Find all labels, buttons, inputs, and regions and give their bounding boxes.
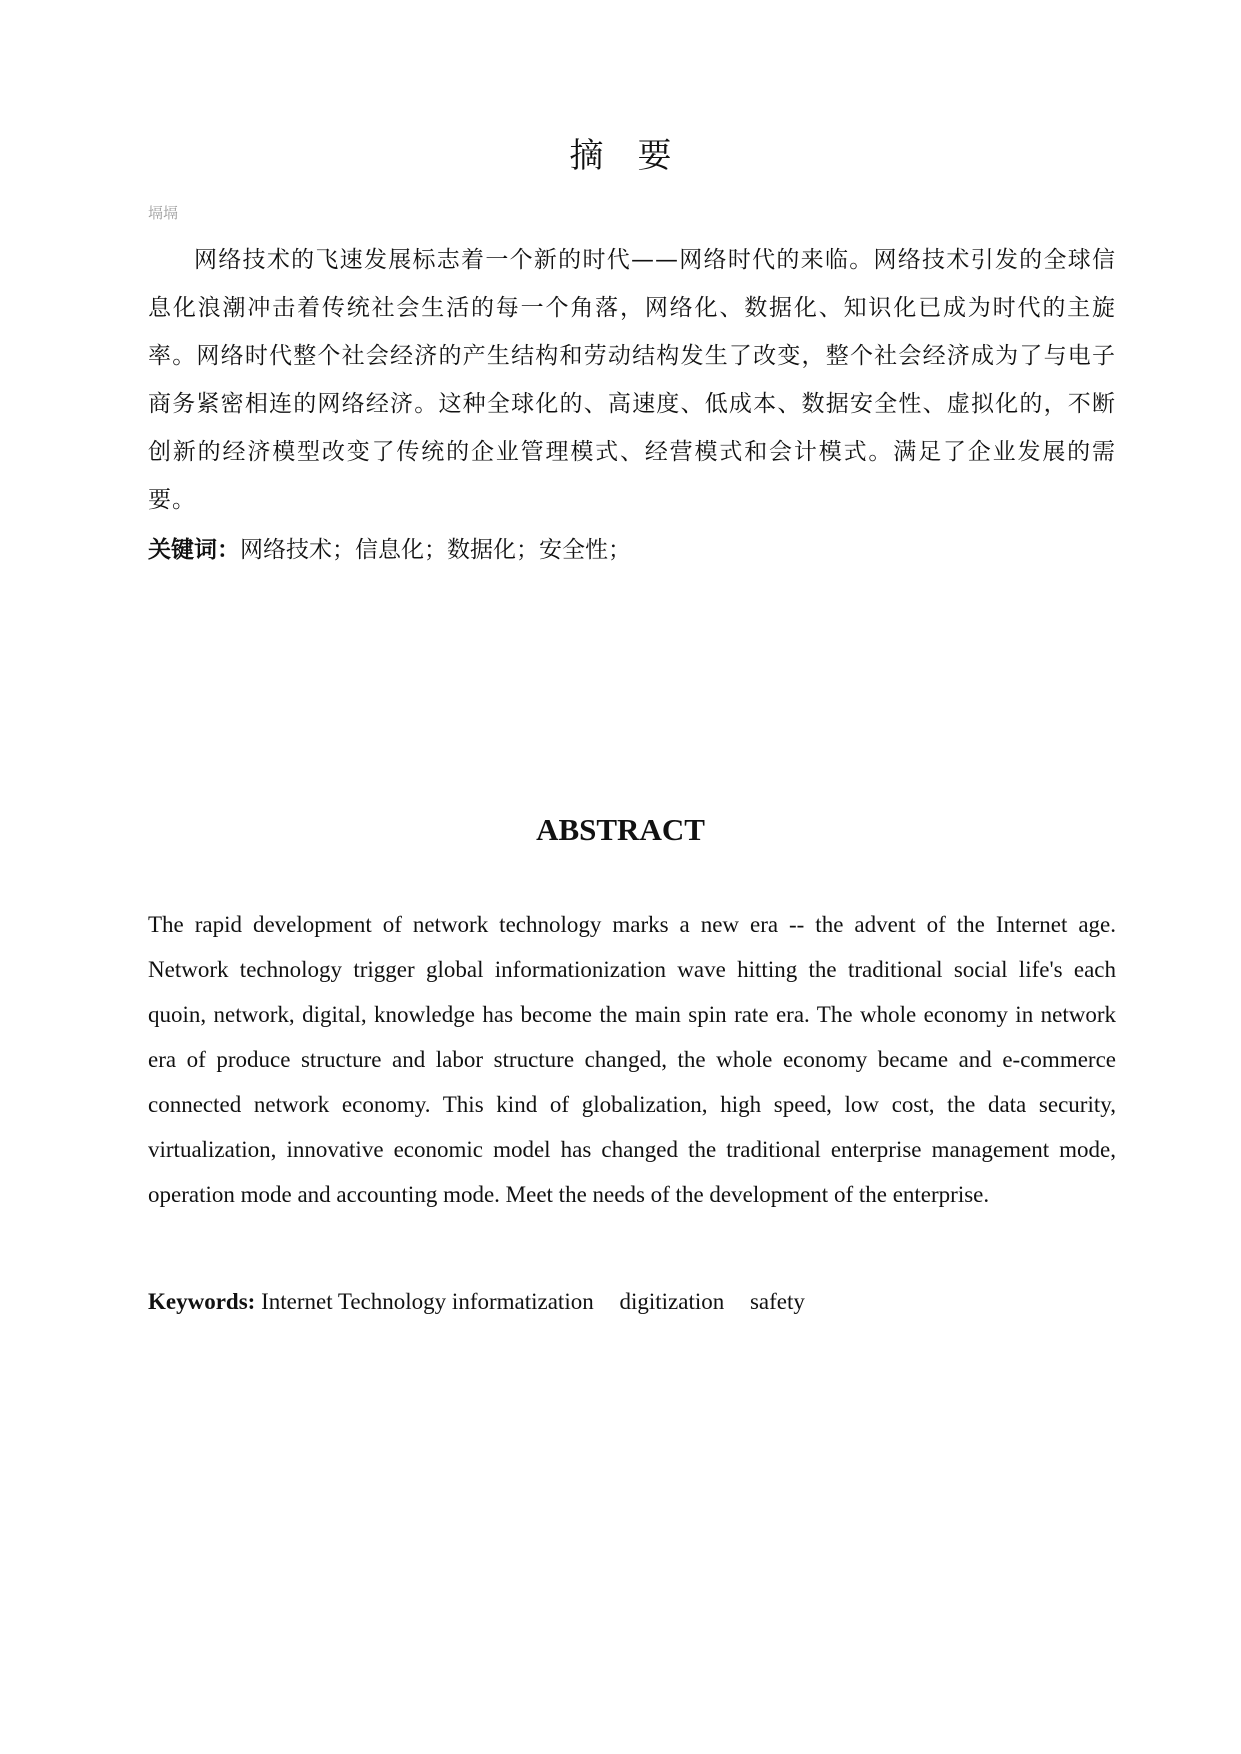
placeholder-marker: 塥塥: [148, 204, 179, 222]
chinese-keywords-list: 网络技术；信息化；数据化；安全性；: [240, 537, 631, 563]
english-keywords: [148, 1282, 1116, 1322]
english-keyword-item: digitization: [619, 1289, 725, 1314]
english-abstract-title: ABSTRACT: [536, 812, 705, 847]
chinese-abstract-body: 网络技术的飞速发展标志着一个新的时代——网络时代的来临。网络技术引发的全球信息化浪潮冲击着传统社会生活的每一个角落，网络化、数据化、知识化已成为时代的主旋率。网络时代整个社会经济的产生结构和劳动结构发生了改变，整个社会经济成为了与电子商务紧密相连的网络经济。这种全球化的、高速度、低成本、数据安全性、虚拟化的，不断创新的经济模型改变了传统的企业管理模式、经营模式和会计模式。满足了企业发展的需要。: [148, 247, 1116, 513]
english-keyword-item: Internet Technology informatization: [261, 1289, 594, 1314]
chinese-abstract-title: 摘要: [569, 136, 706, 176]
english-abstract-body: The rapid development of network technology marks a new era -- the advent of the Internet age. Network technology trigger global informationization wave hitting the traditional social life's each quoin, network, digital, knowledge has become the main spin rate era. The whole economy in network era of produce structure and labor structure changed, the whole economy became and e-commerce connected network economy. This kind of globalization, high speed, low cost, the data security, virtualization, innovative economic model has changed the traditional enterprise management mode, operation mode and accounting mode. Meet the needs of the development of the enterprise.: [148, 912, 1116, 1207]
chinese-keywords: [148, 530, 1116, 570]
english-keywords-label: Keywords:: [148, 1289, 256, 1314]
english-keyword-item: safety: [749, 1289, 805, 1314]
chinese-keywords-label: 关键词：: [148, 537, 240, 563]
